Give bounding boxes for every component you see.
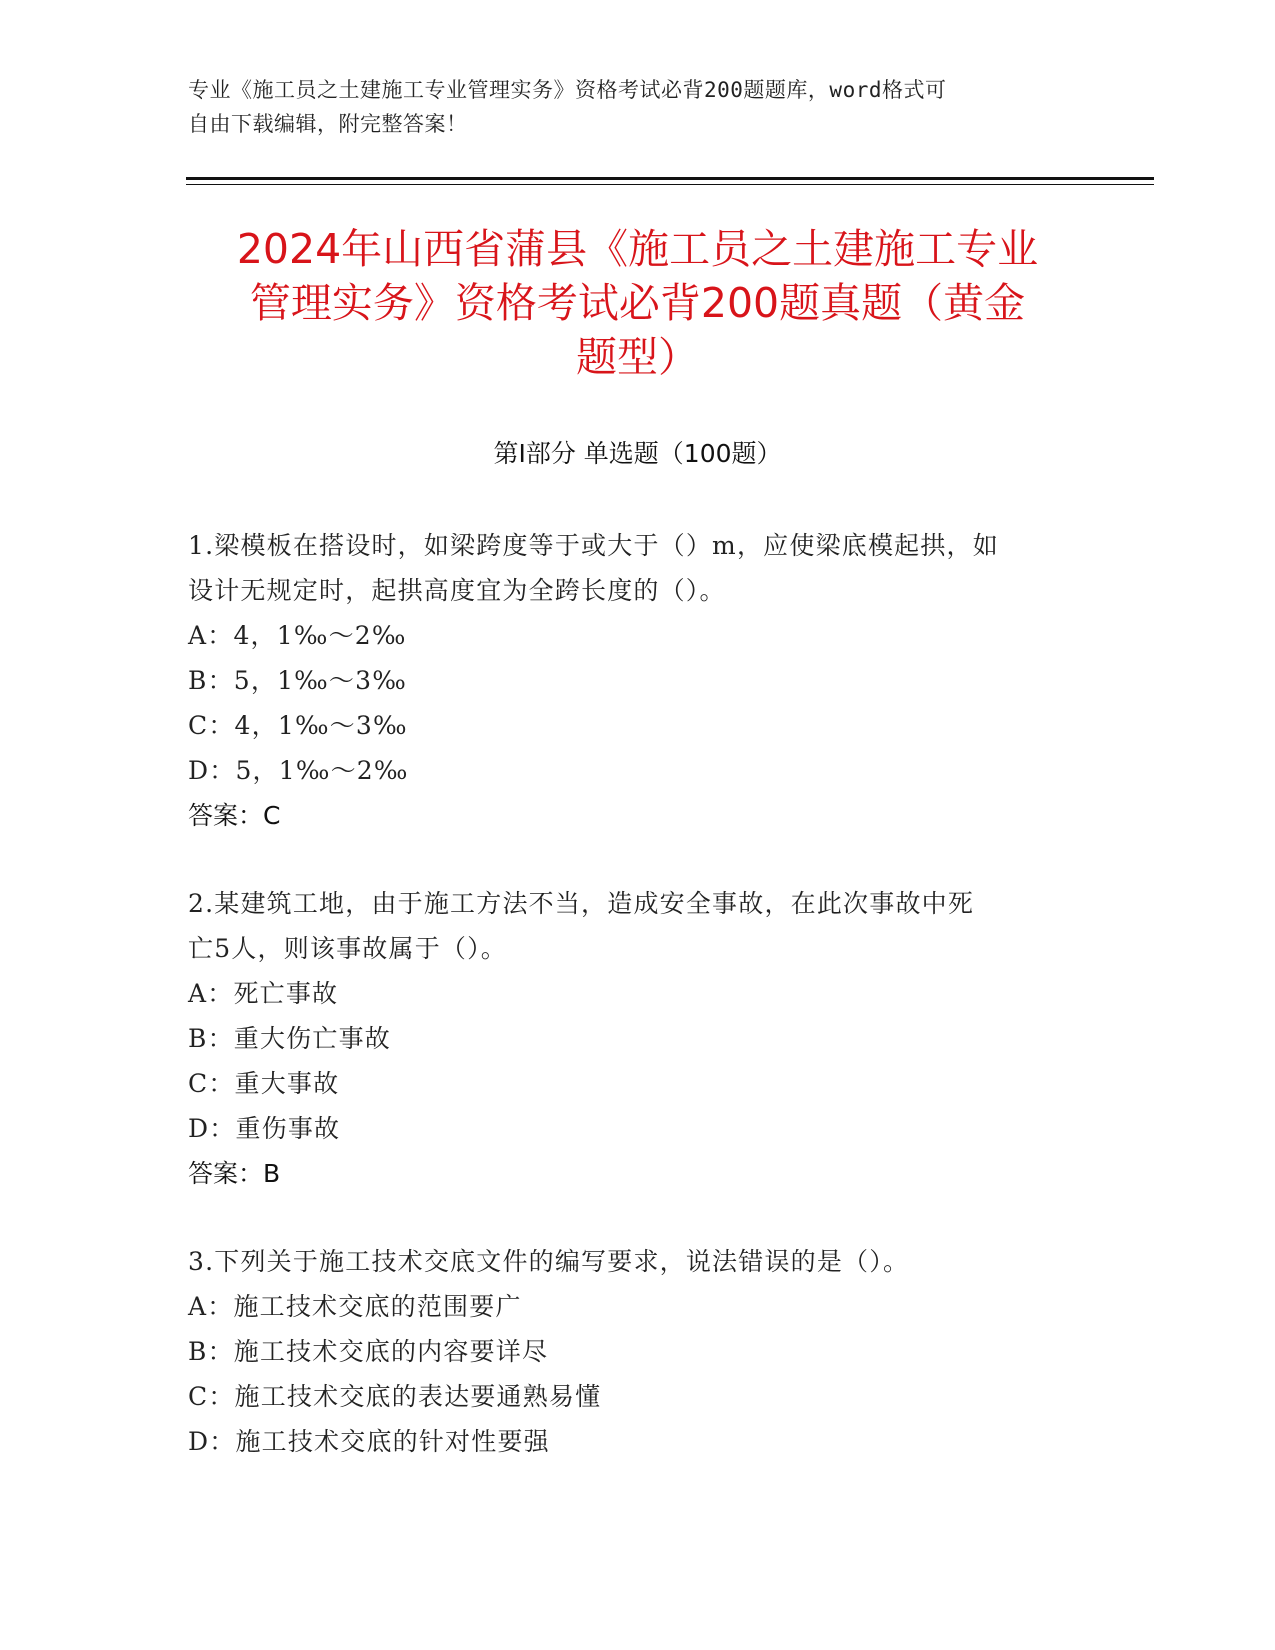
option-d: D：施工技术交底的针对性要强 — [188, 1427, 550, 1456]
header-rule-thin — [186, 184, 1154, 185]
document-title-line-1: 2024年山西省蒲县《施工员之土建施工专业 — [236, 225, 1039, 273]
option-b: B：5，1‰～3‰ — [188, 666, 407, 695]
document-title-line-2: 管理实务》资格考试必背200题真题（黄金 — [249, 279, 1026, 327]
question-stem: 2.某建筑工地，由于施工方法不当，造成安全事故，在此次事故中死 — [188, 889, 975, 918]
option-a: A：死亡事故 — [188, 979, 339, 1008]
header-note-line-2: 自由下载编辑，附完整答案！ — [188, 112, 468, 136]
header-note-line-1: 专业《施工员之土建施工专业管理实务》资格考试必背200题题库，word格式可 — [188, 78, 947, 102]
option-d: D：5，1‰～2‰ — [188, 756, 409, 785]
option-d: D：重伤事故 — [188, 1114, 341, 1143]
question-2 — [188, 881, 1088, 1196]
option-c: C：4，1‰～3‰ — [188, 711, 408, 740]
option-b: B：施工技术交底的内容要详尽 — [188, 1337, 549, 1366]
document-title — [150, 222, 1125, 384]
option-b: B：重大伤亡事故 — [188, 1024, 391, 1053]
answer: 答案：B — [188, 1159, 281, 1188]
question-stem: 1.梁模板在搭设时，如梁跨度等于或大于（）m，应使梁底模起拱，如 — [188, 531, 999, 560]
option-a: A：4，1‰～2‰ — [188, 621, 407, 650]
question-stem: 亡5人，则该事故属于（）。 — [188, 934, 508, 963]
option-c: C：重大事故 — [188, 1069, 340, 1098]
header-note — [188, 73, 1088, 141]
question-1 — [188, 523, 1088, 838]
option-a: A：施工技术交底的范围要广 — [188, 1292, 522, 1321]
header-rule-thick — [186, 177, 1154, 180]
question-3 — [188, 1239, 1088, 1464]
question-stem: 3.下列关于施工技术交底文件的编写要求，说法错误的是（）。 — [188, 1247, 910, 1276]
answer: 答案：C — [188, 801, 281, 830]
section-heading: 第Ⅰ部分 单选题（100题） — [493, 439, 782, 468]
option-c: C：施工技术交底的表达要通熟易懂 — [188, 1382, 602, 1411]
question-list — [188, 523, 1088, 1507]
document-title-line-3: 题型） — [576, 333, 699, 381]
question-stem: 设计无规定时，起拱高度宜为全跨长度的（）。 — [188, 576, 726, 605]
